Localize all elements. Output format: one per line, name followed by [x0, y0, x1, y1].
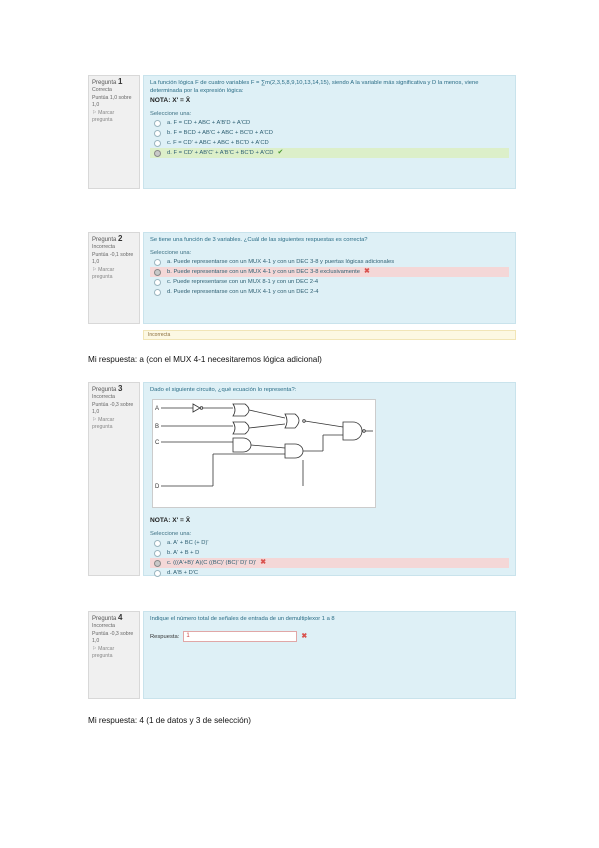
answer-label: Respuesta:: [150, 633, 180, 640]
radio-button[interactable]: [154, 269, 161, 276]
question-2: [88, 232, 516, 324]
question-number: 3: [118, 384, 123, 393]
note-text: NOTA: X' = X̄: [150, 517, 191, 524]
question-info: [88, 232, 140, 324]
question-grade: Puntúa -0,3 sobre 1,0: [92, 630, 134, 645]
flag-question-link[interactable]: ⚐ Marcar pregunta: [92, 416, 115, 431]
option-d[interactable]: d. F = CD' + AB'C' + A'B'C + BC'D + A'CD ✔: [150, 148, 509, 158]
circuit-diagram: [152, 399, 376, 508]
cross-icon: ✖: [364, 268, 370, 275]
question-grade: Puntúa 1,0 sobre 1,0: [92, 94, 132, 109]
question-info: [88, 382, 140, 576]
question-state: Incorrecta: [92, 394, 116, 401]
question-info: [88, 611, 140, 699]
question-label: Pregunta: [92, 237, 117, 243]
question-grade: Puntúa -0,3 sobre 1,0: [92, 401, 134, 416]
select-label: Seleccione una:: [150, 531, 192, 537]
note-text: NOTA: X' = X̄: [150, 97, 191, 104]
question-label: Pregunta: [92, 80, 117, 86]
flag-icon: ⚐: [92, 416, 97, 423]
my-answer-note-1: Mi respuesta: a (con el MUX 4-1 necesitaremos lógica adicional): [88, 355, 322, 364]
input-label-d: D: [155, 484, 160, 490]
option-b[interactable]: b. F = BCD + AB'C + ABC + BC'D + A'CD: [150, 128, 509, 138]
radio-button[interactable]: [154, 120, 161, 127]
question-label: Pregunta: [92, 387, 117, 393]
question-4: [88, 611, 516, 699]
radio-button[interactable]: [154, 560, 161, 567]
question-content: [143, 75, 516, 189]
answer-input[interactable]: 1: [183, 631, 297, 642]
feedback-box: Incorrecta: [143, 330, 516, 340]
radio-button[interactable]: [154, 150, 161, 157]
option-c[interactable]: c. F = CD' + ABC + ABC + BC'D + A'CD: [150, 138, 509, 148]
radio-button[interactable]: [154, 130, 161, 137]
radio-button[interactable]: [154, 279, 161, 286]
question-text: La función lógica F de cuatro variables F = ∑m(2,3,5,8,9,10,13,14,15), siendo A la variable más significativa y D la menos, viene determinada por la expresión lógica:: [150, 80, 479, 94]
radio-button[interactable]: [154, 550, 161, 557]
question-label: Pregunta: [92, 616, 117, 622]
option-b[interactable]: b. A' + B + D: [150, 548, 509, 558]
question-number: 4: [118, 613, 123, 622]
cross-icon: ✖: [260, 559, 267, 566]
flag-question-link[interactable]: ⚐ Marcar pregunta: [92, 109, 115, 124]
question-number: 1: [118, 77, 123, 86]
question-text: Indique el número total de señales de entrada de un demultiplexor 1 a 8: [150, 616, 335, 622]
check-icon: ✔: [277, 149, 284, 156]
question-3: [88, 382, 516, 576]
flag-icon: ⚐: [92, 645, 97, 652]
cross-icon: ✖: [301, 632, 308, 640]
radio-button[interactable]: [154, 289, 161, 296]
question-number: 2: [118, 234, 123, 243]
answer-row: [150, 631, 509, 642]
question-state: Correcta: [92, 87, 112, 94]
flag-question-link[interactable]: ⚐ Marcar pregunta: [92, 266, 115, 281]
input-label-b: B: [155, 424, 160, 430]
my-answer-note-2: Mi respuesta: 4 (1 de datos y 3 de selección): [88, 716, 251, 725]
option-a[interactable]: a. F = CD + ABC + A'B'D + A'CD: [150, 118, 509, 128]
input-label-a: A: [155, 406, 160, 412]
question-state: Incorrecta: [92, 623, 116, 630]
question-content: [143, 382, 516, 576]
question-content: [143, 611, 516, 699]
flag-icon: ⚐: [92, 109, 97, 116]
option-a[interactable]: a. Puede representarse con un MUX 4-1 y con un DEC 3-8 y puertas lógicas adicionales: [150, 257, 509, 267]
select-label: Seleccione una:: [150, 111, 192, 117]
question-1: [88, 75, 516, 189]
radio-button[interactable]: [154, 570, 161, 577]
radio-button[interactable]: [154, 540, 161, 547]
question-info: [88, 75, 140, 189]
option-b[interactable]: b. Puede representarse con un MUX 4-1 y con un DEC 3-8 exclusivamente ✖: [150, 267, 509, 277]
option-a[interactable]: a. A' + BC (+ D)': [150, 538, 509, 548]
question-state: Incorrecta: [92, 244, 116, 251]
input-label-c: C: [155, 440, 160, 446]
question-text: Se tiene una función de 3 variables. ¿Cuál de las siguientes respuestas es correcta?: [150, 237, 368, 243]
question-content: [143, 232, 516, 324]
question-text: Dado el siguiente circuito, ¿qué ecuación lo representa?:: [150, 387, 297, 393]
option-d[interactable]: d. Puede representarse con un MUX 4-1 y con un DEC 2-4: [150, 287, 509, 297]
radio-button[interactable]: [154, 140, 161, 147]
radio-button[interactable]: [154, 259, 161, 266]
option-c[interactable]: c. (((A'+B)' A)(C ((BC)' (BC)' D)' D)' ✖: [150, 558, 509, 568]
question-grade: Puntúa -0,1 sobre 1,0: [92, 251, 134, 266]
flag-question-link[interactable]: ⚐ Marcar pregunta: [92, 645, 115, 660]
select-label: Seleccione una:: [150, 250, 192, 256]
flag-icon: ⚐: [92, 266, 97, 273]
option-d[interactable]: d. A'B + D'C: [150, 568, 509, 578]
option-c[interactable]: c. Puede representarse con un MUX 8-1 y con un DEC 2-4: [150, 277, 509, 287]
